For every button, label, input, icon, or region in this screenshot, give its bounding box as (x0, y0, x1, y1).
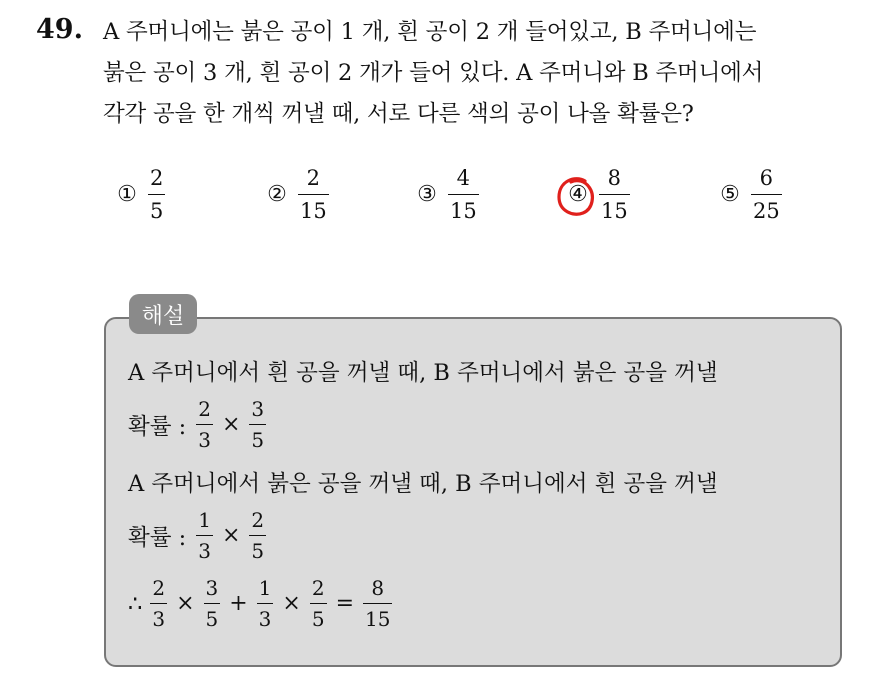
denominator: 3 (198, 428, 211, 452)
choice-fraction (751, 165, 782, 224)
choice-fraction (448, 165, 479, 224)
denominator: 5 (311, 607, 325, 631)
denominator: 15 (450, 199, 477, 223)
numerator: 2 (152, 576, 166, 600)
choice-4[interactable] (563, 165, 630, 224)
numerator: 2 (306, 166, 321, 190)
fraction (204, 576, 221, 631)
answer-choices (0, 165, 884, 235)
fraction-bar (196, 424, 213, 425)
times-sign: × (221, 412, 241, 437)
question-text (103, 12, 873, 135)
denominator: 15 (365, 607, 391, 631)
choice-fraction (148, 165, 165, 224)
fraction-bar (751, 194, 782, 195)
fraction (363, 576, 392, 631)
numerator: 2 (251, 508, 265, 532)
times-sign: × (221, 523, 241, 548)
choice-number: ④ (568, 182, 588, 207)
fraction-bar (204, 603, 221, 604)
choice-5[interactable] (715, 165, 782, 224)
fraction-bar (249, 535, 266, 536)
numerator: 6 (759, 166, 774, 190)
numerator: 8 (371, 576, 385, 600)
numerator: 1 (258, 576, 272, 600)
denominator: 3 (152, 607, 166, 631)
equals-sign: = (335, 591, 355, 616)
fraction-bar (599, 194, 630, 195)
numerator: 2 (198, 397, 211, 421)
fraction (249, 508, 266, 563)
fraction-bar (448, 194, 479, 195)
denominator: 5 (251, 428, 265, 452)
probability-label: 확률 : (128, 413, 187, 440)
choice-3[interactable] (412, 165, 479, 224)
probability-1 (128, 397, 269, 452)
choice-1[interactable] (112, 165, 165, 224)
numerator: 3 (251, 397, 265, 421)
fraction (257, 576, 274, 631)
fraction-bar (150, 603, 167, 604)
numerator: 4 (456, 166, 471, 190)
fraction-bar (249, 424, 266, 425)
solution-tag: 해설 (129, 294, 197, 334)
plus-sign: + (229, 591, 248, 616)
final-equation (128, 576, 395, 631)
numerator: 8 (607, 166, 622, 190)
fraction (249, 397, 266, 452)
probability-label: 확률 : (128, 524, 187, 551)
numerator: 3 (205, 576, 219, 600)
question-line: 각각 공을 한 개씩 꺼낼 때, 서로 다른 색의 공이 나올 확률은? (103, 101, 694, 127)
question-number: 49. (36, 14, 83, 45)
times-sign: × (176, 591, 195, 616)
numerator: 2 (311, 576, 325, 600)
choice-number: ③ (417, 182, 437, 207)
fraction-bar (298, 194, 329, 195)
solution-line-2: A 주머니에서 붉은 공을 꺼낼 때, B 주머니에서 흰 공을 꺼낼 (128, 471, 718, 497)
fraction (310, 576, 327, 631)
denominator: 5 (205, 607, 219, 631)
fraction-bar (363, 603, 392, 604)
numerator: 2 (150, 166, 164, 190)
solution-line-1: A 주머니에서 흰 공을 꺼낼 때, B 주머니에서 붉은 공을 꺼낼 (128, 360, 718, 386)
fraction-bar (310, 603, 327, 604)
fraction (196, 397, 213, 452)
choice-number: ① (117, 182, 137, 207)
question-line: 붉은 공이 3 개, 흰 공이 2 개가 들어 있다. A 주머니와 B 주머니에서 (103, 60, 764, 86)
denominator: 5 (150, 199, 164, 223)
fraction-bar (257, 603, 274, 604)
choice-fraction (599, 165, 630, 224)
denominator: 3 (198, 539, 211, 563)
numerator: 1 (198, 508, 211, 532)
denominator: 15 (300, 199, 327, 223)
choice-number: ② (267, 182, 287, 207)
times-sign: × (282, 591, 301, 616)
question-line: A 주머니에는 붉은 공이 1 개, 흰 공이 2 개 들어있고, B 주머니에는 (103, 19, 757, 45)
selected-answer-circle-icon (555, 175, 597, 219)
fraction (196, 508, 213, 563)
therefore-sign: ∴ (128, 590, 143, 617)
denominator: 25 (753, 199, 780, 223)
fraction (150, 576, 167, 631)
fraction-bar (196, 535, 213, 536)
choice-fraction (298, 165, 329, 224)
denominator: 15 (601, 199, 628, 223)
choice-number: ⑤ (720, 182, 740, 207)
fraction-bar (148, 194, 165, 195)
denominator: 3 (258, 607, 272, 631)
denominator: 5 (251, 539, 265, 563)
choice-2[interactable] (262, 165, 329, 224)
probability-2 (128, 508, 269, 563)
